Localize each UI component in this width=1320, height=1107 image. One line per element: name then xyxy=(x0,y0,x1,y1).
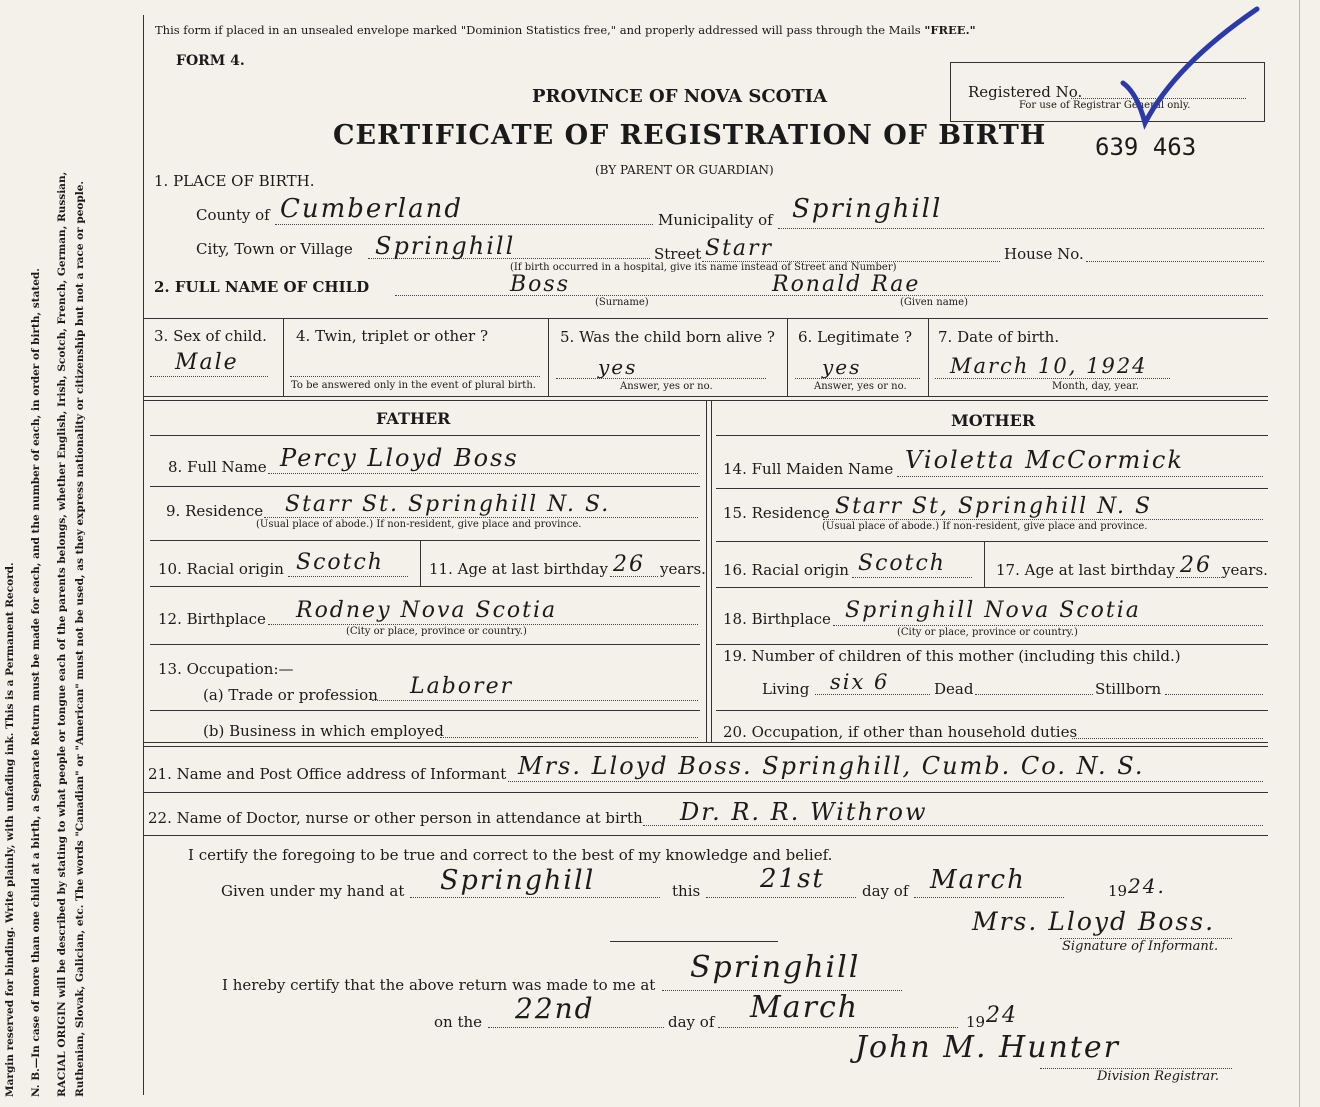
rule-21-top xyxy=(143,742,1268,743)
sex-label: 3. Sex of child. xyxy=(154,327,267,345)
mother-name-label: 14. Full Maiden Name xyxy=(723,460,894,478)
county-line xyxy=(275,224,653,225)
child-given-name: Ronald Rae xyxy=(772,272,921,297)
given-under-label: Given under my hand at xyxy=(221,882,405,900)
father-trade-value: Laborer xyxy=(410,674,514,699)
rule-row3-b xyxy=(548,318,549,396)
page-edge xyxy=(1299,0,1300,1107)
rule-f3v xyxy=(420,540,421,586)
father-name-value: Percy Lloyd Boss xyxy=(280,444,519,472)
father-age-label: 11. Age at last birthday xyxy=(429,560,608,578)
father-trade-label: (a) Trade or profession xyxy=(203,686,378,704)
certify-divider xyxy=(610,941,778,942)
registrar-month-line xyxy=(718,1027,958,1028)
father-heading: FATHER xyxy=(376,409,451,428)
on-the-label: on the xyxy=(434,1013,483,1031)
informant-label: 21. Name and Post Office address of Informant xyxy=(148,765,507,783)
mother-name-line xyxy=(897,476,1263,477)
mother-residence-label: 15. Residence xyxy=(723,504,830,522)
legitimate-value: yes xyxy=(822,355,862,379)
father-race-line xyxy=(288,576,408,577)
mail-notice xyxy=(155,23,976,37)
municipality-label: Municipality of xyxy=(658,211,773,229)
father-name-label: 8. Full Name xyxy=(168,458,267,476)
mother-residence-line xyxy=(823,519,1263,520)
province-heading: PROVINCE OF NOVA SCOTIA xyxy=(532,86,828,107)
father-birthplace-caption: (City or place, province or country.) xyxy=(346,626,527,637)
father-residence-label: 9. Residence xyxy=(166,502,264,520)
rule-22-top xyxy=(143,792,1268,793)
street-value: Starr xyxy=(705,236,774,261)
born-alive-label: 5. Was the child born alive ? xyxy=(560,328,775,346)
rule-21-top-2 xyxy=(143,746,1268,747)
month-line xyxy=(914,897,1064,898)
informant-signature-caption: Signature of Informant. xyxy=(1062,939,1219,954)
informant-signature: Mrs. Lloyd Boss. xyxy=(972,907,1216,936)
house-no-line xyxy=(1086,261,1264,262)
county-label: County of xyxy=(196,206,270,224)
rule-f5 xyxy=(150,710,700,711)
rule-m5 xyxy=(716,710,1268,711)
this-label: this xyxy=(672,882,701,900)
rule-m3 xyxy=(716,587,1268,588)
rule-row3-bottom xyxy=(143,396,1268,397)
certify-statement: I certify the foregoing to be true and correct to the best of my knowledge and belief. xyxy=(188,846,833,864)
mother-race-label: 16. Racial origin xyxy=(723,561,849,579)
registrar-signature: John M. Hunter xyxy=(855,1030,1121,1065)
day-line xyxy=(706,897,856,898)
born-alive-line xyxy=(556,378,766,379)
father-business-label: (b) Business in which employed xyxy=(203,722,444,740)
born-alive-caption: Answer, yes or no. xyxy=(620,381,713,392)
municipality-line xyxy=(778,228,1264,229)
rule-row3-c xyxy=(787,318,788,396)
legitimate-caption: Answer, yes or no. xyxy=(814,381,907,392)
father-race-value: Scotch xyxy=(296,550,384,575)
mother-birthplace-value: Springhill Nova Scotia xyxy=(845,598,1141,623)
margin-instructions-4: Ruthenian, Slovak, Galician, etc. The words "Canadian" or "American" must not be used, as they express nationality or citizenship but not a race or people. xyxy=(74,180,86,1097)
mother-race-value: Scotch xyxy=(858,551,946,576)
mother-children-label: 19. Number of children of this mother (including this child.) xyxy=(723,647,1181,665)
parent-divider-2 xyxy=(711,400,712,742)
mail-notice-text: This form if placed in an unsealed envelope marked "Dominion Statistics free," and properly addressed will pass through the Mails xyxy=(155,23,921,37)
mother-residence-caption: (Usual place of abode.) If non-resident, give place and province. xyxy=(822,521,1148,532)
informant-line xyxy=(508,781,1263,782)
rule-m3v xyxy=(984,541,985,587)
margin-instructions-3: RACIAL ORIGIN will be described by stating to what people or tongue each of the parents belongs, whether English, Irish, Scotch, French, German, Russian, xyxy=(56,171,68,1097)
mother-residence-value: Starr St, Springhill N. S xyxy=(835,494,1153,519)
mother-age-value: 26 xyxy=(1180,553,1212,578)
dob-value: March 10, 1924 xyxy=(950,354,1148,378)
father-heading-rule xyxy=(150,435,700,436)
registered-no-label: Registered No. xyxy=(968,83,1083,101)
informant-value: Mrs. Lloyd Boss. Springhill, Cumb. Co. N. S. xyxy=(518,752,1145,780)
certify-year: 24. xyxy=(1128,874,1166,898)
sex-value: Male xyxy=(175,350,239,375)
registrar-day-line xyxy=(488,1027,664,1028)
mother-occupation-line xyxy=(1072,738,1263,739)
dob-label: 7. Date of birth. xyxy=(938,328,1060,346)
sex-line xyxy=(150,376,268,377)
day-of-label: day of xyxy=(862,882,909,900)
rule-m1 xyxy=(716,488,1268,489)
city-label: City, Town or Village xyxy=(196,240,353,258)
street-label: Street xyxy=(654,245,702,263)
registrar-day-of-label: day of xyxy=(668,1013,715,1031)
given-place-value: Springhill xyxy=(440,865,596,896)
registrar-place: Springhill xyxy=(690,950,861,985)
father-years-label: years. xyxy=(660,560,706,578)
rule-22-bottom xyxy=(143,835,1268,836)
municipality-value: Springhill xyxy=(792,194,943,224)
document-title: CERTIFICATE OF REGISTRATION OF BIRTH xyxy=(333,120,1047,151)
living-label: Living xyxy=(762,680,810,698)
parent-divider xyxy=(706,400,707,742)
father-name-line xyxy=(268,473,698,474)
mother-birthplace-caption: (City or place, province or country.) xyxy=(897,627,1078,638)
registrar-month: March xyxy=(750,990,860,1025)
twin-note: To be answered only in the event of plural birth. xyxy=(291,380,536,391)
father-race-label: 10. Racial origin xyxy=(158,560,284,578)
registrar-use-note: For use of Registrar General only. xyxy=(1019,100,1191,111)
doctor-value: Dr. R. R. Withrow xyxy=(680,798,928,826)
rule-row3-a xyxy=(283,318,284,396)
registrar-year: 24 xyxy=(986,1003,1018,1028)
rule-f1 xyxy=(150,486,700,487)
year-prefix: 19 xyxy=(1108,882,1128,900)
mother-heading-rule xyxy=(716,435,1268,436)
mother-heading: MOTHER xyxy=(951,411,1036,430)
place-of-birth-heading: 1. PLACE OF BIRTH. xyxy=(154,172,315,190)
mother-race-line xyxy=(852,577,972,578)
father-residence-line xyxy=(264,517,698,518)
given-place-line xyxy=(410,897,660,898)
hospital-note: (If birth occurred in a hospital, give its name instead of Street and Number) xyxy=(510,262,897,273)
registered-number: 639 463 xyxy=(1095,133,1197,161)
rule-row3-d xyxy=(928,318,929,396)
child-surname: Boss xyxy=(510,272,570,297)
father-birthplace-line xyxy=(268,624,698,625)
certify-day: 21st xyxy=(760,864,825,894)
rule-f3 xyxy=(150,586,700,587)
rule-m4 xyxy=(716,644,1268,645)
mother-age-label: 17. Age at last birthday xyxy=(996,561,1175,579)
born-alive-value: yes xyxy=(598,355,638,379)
registrar-year-prefix: 19 xyxy=(966,1013,986,1031)
twin-line xyxy=(290,376,540,377)
child-name-heading: 2. FULL NAME OF CHILD xyxy=(154,278,370,296)
mother-birthplace-label: 18. Birthplace xyxy=(723,610,831,628)
margin-instructions-1: Margin reserved for binding. Write plainly, with unfading ink. This is a Permanent Record. xyxy=(4,562,16,1097)
stillborn-line xyxy=(1165,694,1263,695)
registrar-caption: Division Registrar. xyxy=(1097,1069,1219,1084)
document-subtitle: (BY PARENT OR GUARDIAN) xyxy=(595,163,774,177)
dob-caption: Month, day, year. xyxy=(1052,381,1139,392)
margin-instructions-2: N. B.—In case of more than one child at a birth, a Separate Return must be made for each, and the number of each, in order of birth, stated. xyxy=(30,268,42,1097)
rule-m2 xyxy=(716,541,1268,542)
father-trade-line xyxy=(372,700,698,701)
checkmark-icon xyxy=(1115,5,1265,135)
rule-f2 xyxy=(150,540,700,541)
father-birthplace-label: 12. Birthplace xyxy=(158,610,266,628)
given-name-caption: (Given name) xyxy=(900,297,968,308)
certify-month: March xyxy=(930,865,1026,895)
stillborn-label: Stillborn xyxy=(1095,680,1162,698)
dead-label: Dead xyxy=(934,680,974,698)
form-number: FORM 4. xyxy=(176,53,245,69)
rule-f4 xyxy=(150,644,700,645)
binding-margin xyxy=(0,0,142,1107)
mail-free: "FREE." xyxy=(924,23,976,37)
twin-label: 4. Twin, triplet or other ? xyxy=(296,327,488,345)
mother-occupation-label: 20. Occupation, if other than household duties xyxy=(723,723,1078,741)
father-occupation-label: 13. Occupation:— xyxy=(158,660,294,678)
dob-line xyxy=(935,378,1170,379)
father-business-line xyxy=(440,737,698,738)
father-residence-caption: (Usual place of abode.) If non-resident, give place and province. xyxy=(256,519,582,530)
mother-birthplace-line xyxy=(833,625,1263,626)
father-residence-value: Starr St. Springhill N. S. xyxy=(285,492,611,517)
registrar-day: 22nd xyxy=(515,992,595,1025)
doctor-label: 22. Name of Doctor, nurse or other person in attendance at birth xyxy=(148,809,643,827)
father-birthplace-value: Rodney Nova Scotia xyxy=(296,598,558,623)
living-line xyxy=(815,694,930,695)
mother-years-label: years. xyxy=(1222,561,1268,579)
rule-row3-top xyxy=(143,318,1268,319)
legitimate-label: 6. Legitimate ? xyxy=(798,328,913,346)
city-value: Springhill xyxy=(375,232,516,260)
county-value: Cumberland xyxy=(280,194,463,224)
surname-caption: (Surname) xyxy=(595,297,649,308)
father-age-value: 26 xyxy=(613,552,645,577)
mother-name-value: Violetta McCormick xyxy=(905,446,1184,474)
registrar-statement: I hereby certify that the above return was made to me at xyxy=(222,976,656,994)
margin-border xyxy=(143,15,144,1095)
house-no-label: House No. xyxy=(1004,245,1084,263)
dead-line xyxy=(975,694,1093,695)
living-value: six 6 xyxy=(830,670,890,694)
